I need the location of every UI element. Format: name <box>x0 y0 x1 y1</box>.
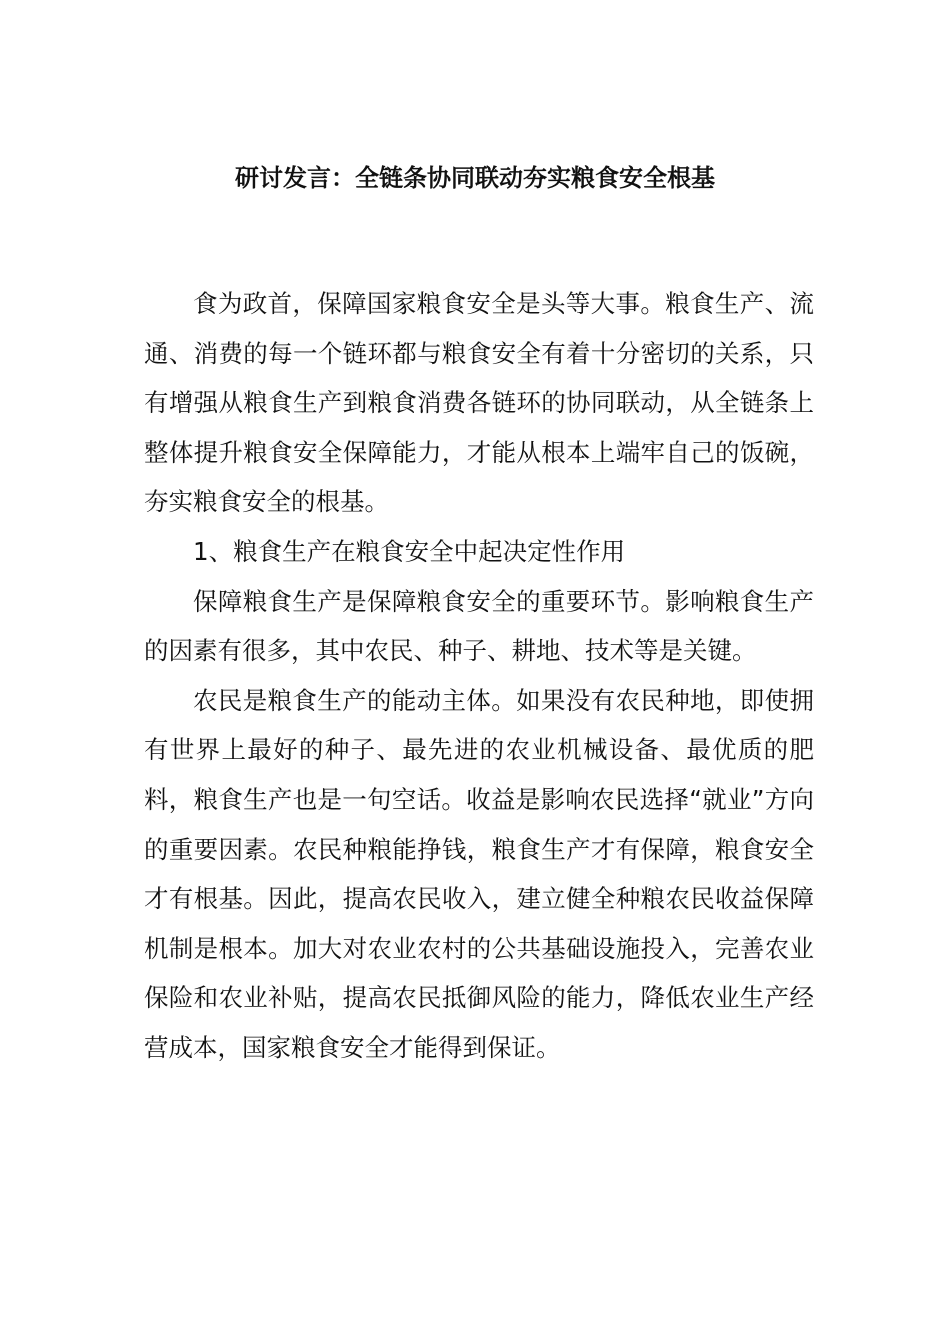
paragraph-production: 保障粮食生产是保障粮食安全的重要环节。影响粮食生产的因素有很多，其中农民、种子、耕地、技术等是关键。 <box>144 586 814 666</box>
document-body <box>144 279 814 1073</box>
paragraph-farmers: 农民是粮食生产的能动主体。如果没有农民种地，即使拥有世界上最好的种子、最先进的农业机械设备、最优质的肥料，粮食生产也是一句空话。收益是影响农民选择“就业”方向的重要因素。农民种粮能挣钱，粮食生产才有保障，粮食安全才有根基。因此，提高农民收入，建立健全种粮农民收益保障机制是根本。加大对农业农村的公共基础设施投入，完善农业保险和农业补贴，提高农民抵御风险的能力，降低农业生产经营成本，国家粮食安全才能得到保证。 <box>144 685 814 1062</box>
document-title: 研讨发言：全链条协同联动夯实粮食安全根基 <box>235 164 715 192</box>
paragraph-intro: 食为政首，保障国家粮食安全是头等大事。粮食生产、流通、消费的每一个链环都与粮食安全有着十分密切的关系，只有增强从粮食生产到粮食消费各链环的协同联动，从全链条上整体提升粮食安全保障能力，才能从根本上端牢自己的饭碗，夯实粮食安全的根基。 <box>144 289 814 517</box>
section-heading-1: 1、粮食生产在粮食安全中起决定性作用 <box>193 536 626 566</box>
